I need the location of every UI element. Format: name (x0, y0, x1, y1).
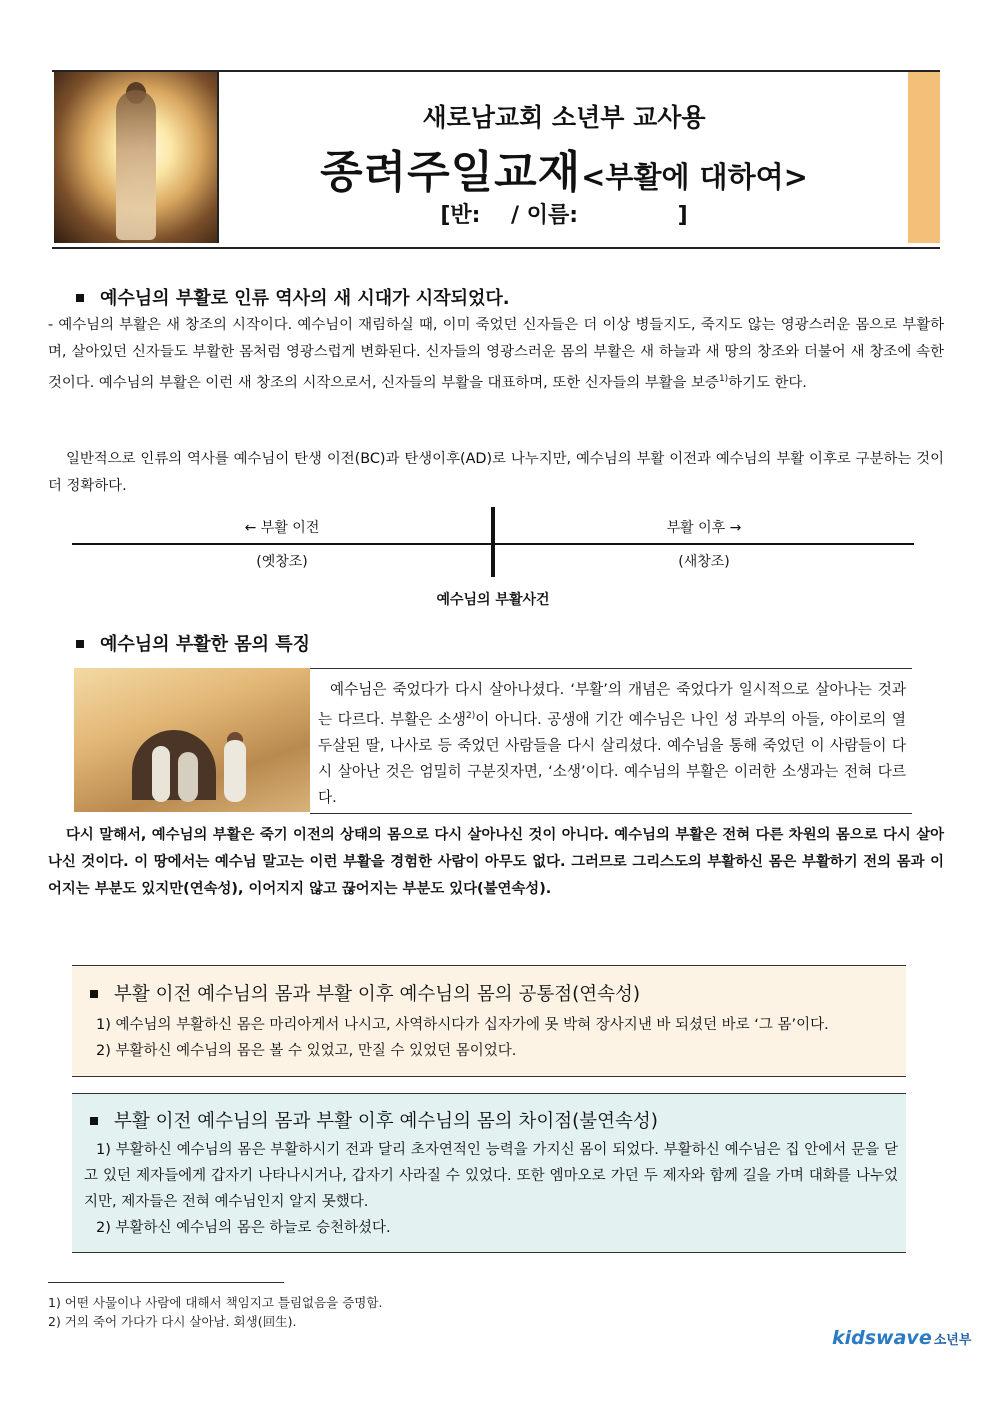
timeline-before-label: ← 부활 이전 (244, 520, 320, 536)
continuity-heading: 부활 이전 예수님의 몸과 부활 이후 예수님의 몸의 공통점(연속성) (90, 980, 640, 1006)
title-main: 종려주일교재 (320, 147, 582, 198)
section1-heading: 예수님의 부활로 인류 역사의 새 시대가 시작되었다. (76, 284, 510, 310)
bullet-square-icon (90, 990, 98, 998)
timeline-divider (491, 507, 495, 577)
section2-heading: 예수님의 부활한 몸의 특징 (76, 630, 310, 656)
footnote-ref-1: 1) (718, 374, 729, 384)
timeline-after-label: 부활 이후 → (666, 520, 742, 536)
discontinuity-heading: 부활 이전 예수님의 몸과 부활 이후 예수님의 몸의 차이점(불연속성) (90, 1107, 658, 1133)
section2-summary: 다시 말해서, 예수님의 부활은 죽기 이전의 상태의 몸으로 다시 살아나신 것이 아니다. 예수님의 부활은 전혀 다른 차원의 몸으로 다시 살아나신 것이다. 이 땅에서는 예수님 말고는 이런 부활을 경험한 사람이 아무도 없다. 그러므로 그리스도의 부활하신 몸은 부활하기 전의 몸과 이어지는 부분도 있지만(연속성), 이어지지 않고 끊어지는 부분도 있다(불연속성). (48, 827, 944, 897)
church-department-label: 새로남교회 소년부 교사용 (422, 103, 706, 132)
title-sub: <부활에 대하여> (581, 160, 808, 194)
discontinuity-item-1: 1) 부활하신 예수님의 몸은 부활하시기 전과 달리 초자연적인 능력을 가지신 몸이 되었다. 부활하신 예수님은 집 안에서 문을 닫고 있던 제자들에게 갑자기 나타나시거나, 갑자기 사라질 수 있었다. 또한 엠마오로 가던 두 제자와 함께 길을 가며 대화를 나누었지만, 제자들은 전혀 예수님인지 알지 못했다. (84, 1142, 898, 1210)
footnote-ref-2: 2) (466, 711, 476, 721)
timeline-new-creation: (새창조) (678, 554, 730, 570)
header-accent-stripe (908, 72, 940, 243)
footnote-rule (48, 1282, 284, 1283)
timeline-event-label: 예수님의 부활사건 (436, 592, 550, 608)
continuity-item-2: 2) 부활하신 예수님의 몸은 볼 수 있었고, 만질 수 있었던 몸이었다. (96, 1043, 517, 1059)
bullet-square-icon (76, 640, 84, 648)
timeline-old-creation: (옛창조) (256, 554, 308, 570)
continuity-item-1: 1) 예수님의 부활하신 몸은 마리아게서 나시고, 사역하시다가 십자가에 못 박혀 장사지낸 바 되셨던 바로 ‘그 몸’이다. (96, 1017, 829, 1033)
bullet-square-icon (90, 1117, 98, 1125)
tomb-illustration (74, 668, 310, 812)
section2-text: 예수님은 죽었다가 다시 살아나셨다. ‘부활’의 개념은 죽었다가 일시적으로 살아나는 것과는 다르다. 부활은 소생$^{2)}$이 아니다. 공생애 기간 예수님은 나인 성 과부의 아들, 야이로의 열두살된 딸, 나사로 등 죽었던 사람들을 다시 살리셨다. 예수님을 통해 죽었던 이 사람들이 다시 살아난 것은 엄밀히 구분짓자면, ‘소생’이다. 예수님의 부활은 이러한 소생과는 전혀 다르다. (318, 681, 906, 806)
class-name-field: [반: / 이름: ] (440, 203, 688, 228)
header-divider (217, 72, 219, 243)
footnote-1: 1) 어떤 사물이나 사람에 대해서 책임지고 틀림없음을 증명함. (48, 1295, 383, 1310)
page-title (220, 136, 908, 200)
section1-paragraph1: - 예수님의 부활은 새 창조의 시작이다. 예수님이 재림하실 때, 이미 죽었던 신자들은 더 이상 병들지도, 죽지도 않는 영광스러운 몸으로 부활하며, 살아있던 신자들도 부활한 몸처럼 영광스럽게 변화된다. 신자들의 영광스러운 몸의 부활은 새 하늘과 새 땅의 창조와 더불어 새 창조에 속한 것이다. 예수님의 부활은 이런 새 창조의 시작으로서, 신자들의 부활을 대표하며, 또한 신자들의 부활을 보증$^{1)}$하기도 한다. (48, 317, 944, 391)
bullet-square-icon (76, 294, 84, 302)
section1-paragraph2: 일반적으로 인류의 역사를 예수님이 탄생 이전(BC)과 탄생이후(AD)로 나누지만, 예수님의 부활 이전과 예수님의 부활 이후로 구분하는 것이 더 정확하다. (48, 451, 944, 494)
footnote-2: 2) 거의 죽어 가다가 다시 살아남. 회생(回生). (48, 1314, 297, 1329)
kidswave-logo: kidswave 소년부 (832, 1327, 972, 1349)
discontinuity-item-2: 2) 부활하신 예수님의 몸은 하늘로 승천하셨다. (96, 1220, 391, 1236)
resurrection-photo (54, 72, 217, 243)
